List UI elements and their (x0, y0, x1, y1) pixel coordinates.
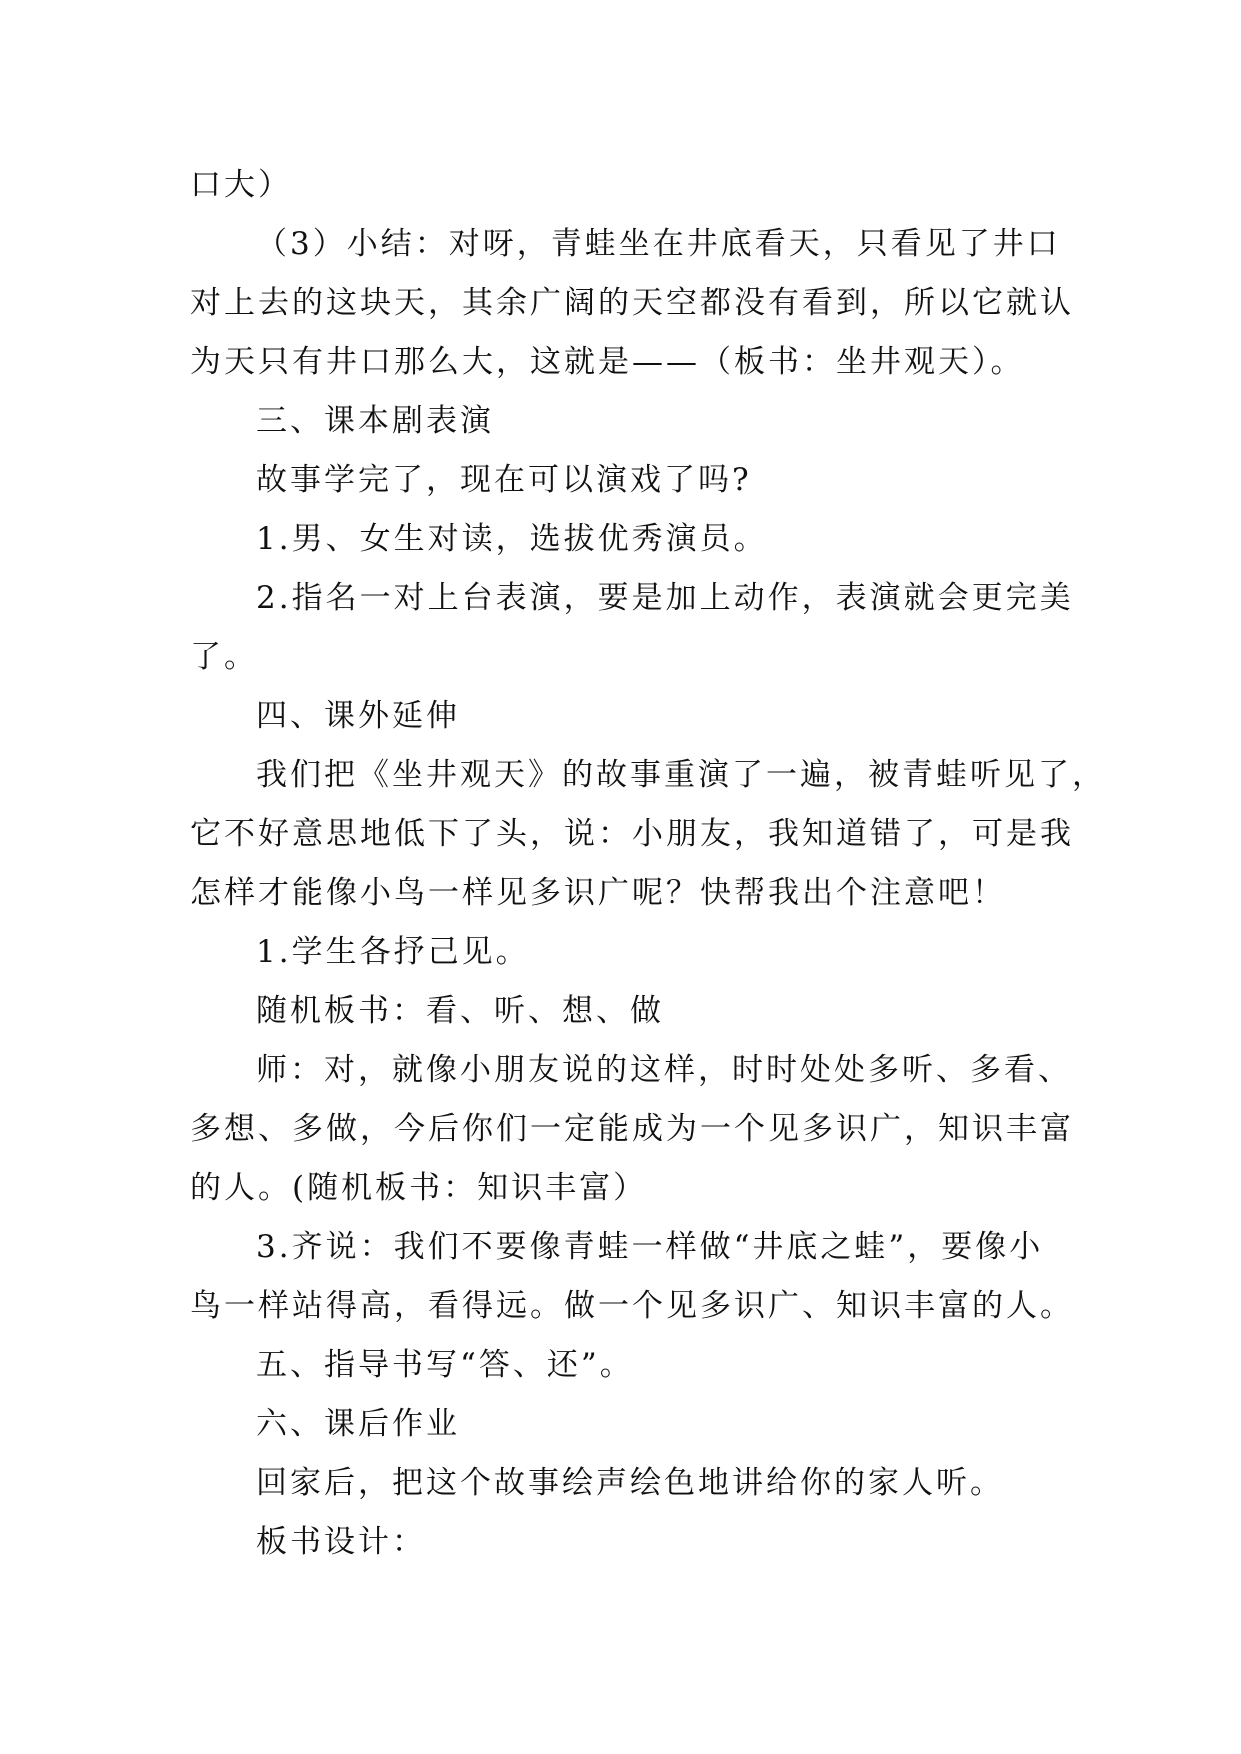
text-line: 为天只有井口那么大，这就是——（板书：坐井观天）。 (190, 344, 1025, 380)
text-line: 鸟一样站得高，看得远。做一个见多识广、知识丰富的人。 (190, 1288, 1074, 1324)
text-line: 口大） (190, 167, 292, 203)
text-line: 随机板书：看、听、想、做 (256, 993, 664, 1029)
text-line: 的人。(随机板书：知识丰富） (190, 1170, 648, 1206)
text-line: 3.齐说：我们不要像青蛙一样做“井底之蛙”，要像小 (256, 1229, 1044, 1265)
text-line: 我们把《坐井观天》的故事重演了一遍，被青蛙听见了， (256, 757, 1106, 793)
text-line: 对上去的这块天，其余广阔的天空都没有看到，所以它就认 (190, 285, 1074, 321)
text-line: 故事学完了，现在可以演戏了吗? (256, 462, 752, 498)
text-line: 怎样才能像小鸟一样见多识广呢？快帮我出个注意吧！ (190, 875, 1006, 911)
section-heading: 五、指导书写“答、还”。 (256, 1347, 634, 1383)
text-line: 多想、多做，今后你们一定能成为一个见多识广，知识丰富 (190, 1111, 1074, 1147)
text-line: 回家后，把这个故事绘声绘色地讲给你的家人听。 (256, 1465, 1004, 1501)
text-line: 了。 (190, 639, 258, 675)
text-line: 1.男、女生对读，选拔优秀演员。 (256, 521, 768, 557)
text-line: 2.指名一对上台表演，要是加上动作，表演就会更完美 (256, 580, 1074, 616)
section-heading: 三、课本剧表演 (256, 403, 494, 439)
text-line: 它不好意思地低下了头，说：小朋友，我知道错了，可是我 (190, 816, 1074, 852)
text-line: （3）小结：对呀，青蛙坐在井底看天，只看见了井口 (256, 226, 1061, 262)
document-body (190, 156, 1106, 1572)
section-heading: 四、课外延伸 (256, 698, 460, 734)
text-line: 板书设计： (256, 1524, 426, 1560)
text-line: 师：对，就像小朋友说的这样，时时处处多听、多看、 (256, 1052, 1072, 1088)
text-line: 1.学生各抒己见。 (256, 934, 530, 970)
section-heading: 六、课后作业 (256, 1406, 460, 1442)
